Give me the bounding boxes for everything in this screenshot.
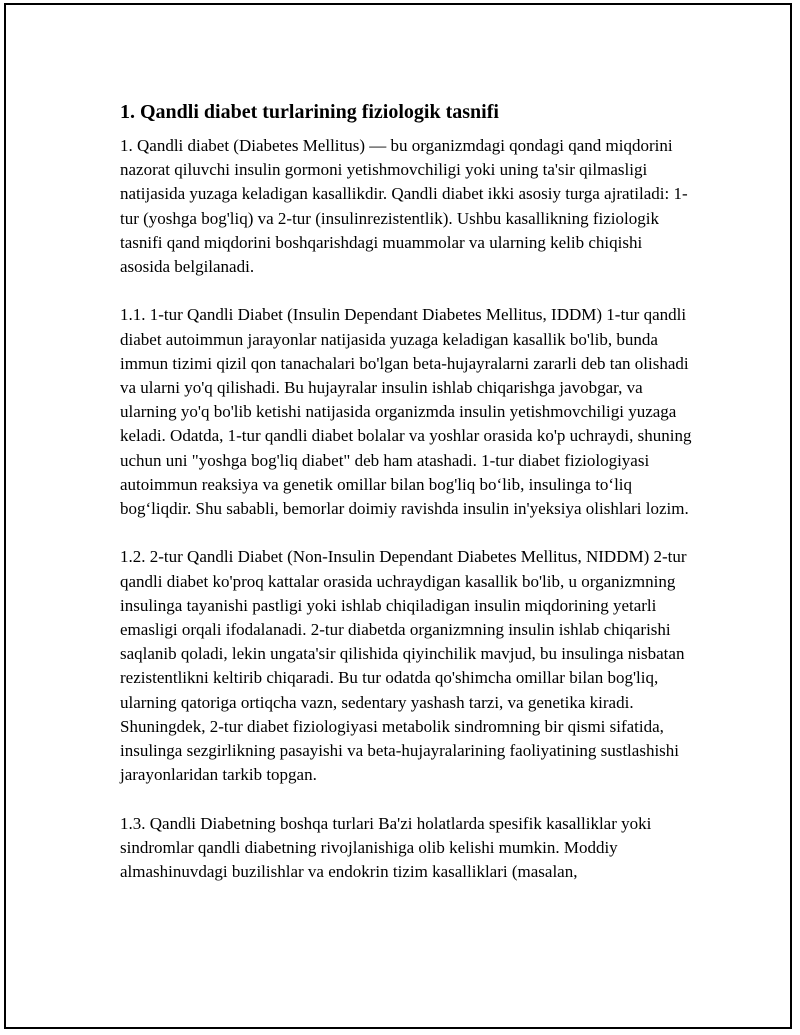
paragraph-type-2: 1.2. 2-tur Qandli Diabet (Non-Insulin Dependant Diabetes Mellitus, NIDDM) 2-tur qandli diabet ko'proq kattalar orasida uchraydigan kasallik bo'lib, u organizmning insulinga tayanishi pastligi yoki ishlab chiqiladigan insulin miqdorining yetarli emasligi orqali ifodalanadi. 2-tur diabetda organizmning insulin ishlab chiqarishi saqlanib qoladi, lekin ungata'sir qilishida qiyinchilik mavjud, bu insulinga nisbatan rezistentlikni keltirib chiqaradi. Bu tur odatda qo'shimcha omillar bilan bog'liq, ularning qatoriga ortiqcha vazn, sedentary yashash tarzi, va genetika kiradi. Shuningdek, 2-tur diabet fiziologiyasi metabolik sindromning bir qismi sifatida, insulinga sezgirlikning pasayishi va beta-hujayralarining faoliyatining sustlashishi jarayonlaridan tarkib topgan. <box>120 547 687 785</box>
paragraph-other-types: 1.3. Qandli Diabetning boshqa turlari Ba'zi holatlarda spesifik kasalliklar yoki sindromlar qandli diabetning rivojlanishiga olib kelishi mumkin. Moddiy almashinuvdagi buzilishlar va endokrin tizim kasalliklari (masalan, <box>120 813 652 882</box>
page-frame <box>4 3 792 1029</box>
document-body <box>120 99 692 908</box>
paragraph-type-1: 1.1. 1-tur Qandli Diabet (Insulin Dependant Diabetes Mellitus, IDDM) 1-tur qandli diabet autoimmun jarayonlar natijasida yuzaga keladigan kasallik bo'lib, bunda immun tizimi qizil qon tanachalari bo'lgan beta-hujayralarni zararli deb tan olishadi va ularni yo'q qilishadi. Bu hujayralar insulin ishlab chiqarishga javobgar, va ularning yo'q bo'lib ketishi natijasida organizmda insulin yetishmovchiligi yuzaga keladi. Odatda, 1-tur qandli diabet bolalar va yoshlar orasida ko'p uchraydi, shuning uchun uni "yoshga bog'liq diabet" deb ham atashadi. 1-tur diabet fiziologiyasi autoimmun reaksiya va genetik omillar bilan bog'liq bo‘lib, insulinga to‘liq bog‘liqdir. Shu sababli, bemorlar doimiy ravishda insulin in'yeksiya olishlari lozim. <box>120 305 692 519</box>
section-heading: 1. Qandli diabet turlarining fiziologik tasnifi <box>120 101 499 123</box>
paragraph-intro: 1. Qandli diabet (Diabetes Mellitus) — bu organizmdagi qondagi qand miqdorini nazorat qiluvchi insulin gormoni yetishmovchiligi yoki uning ta'sir qilmasligi natijasida yuzaga keladigan kasallikdir. Qandli diabet ikki asosiy turga ajratiladi: 1-tur (yoshga bog'liq) va 2-tur (insulinrezistentlik). Ushbu kasallikning fiziologik tasnifi qand miqdorini boshqarishdagi muammolar va ularning kelib chiqishi asosida belgilanadi. <box>120 136 688 277</box>
